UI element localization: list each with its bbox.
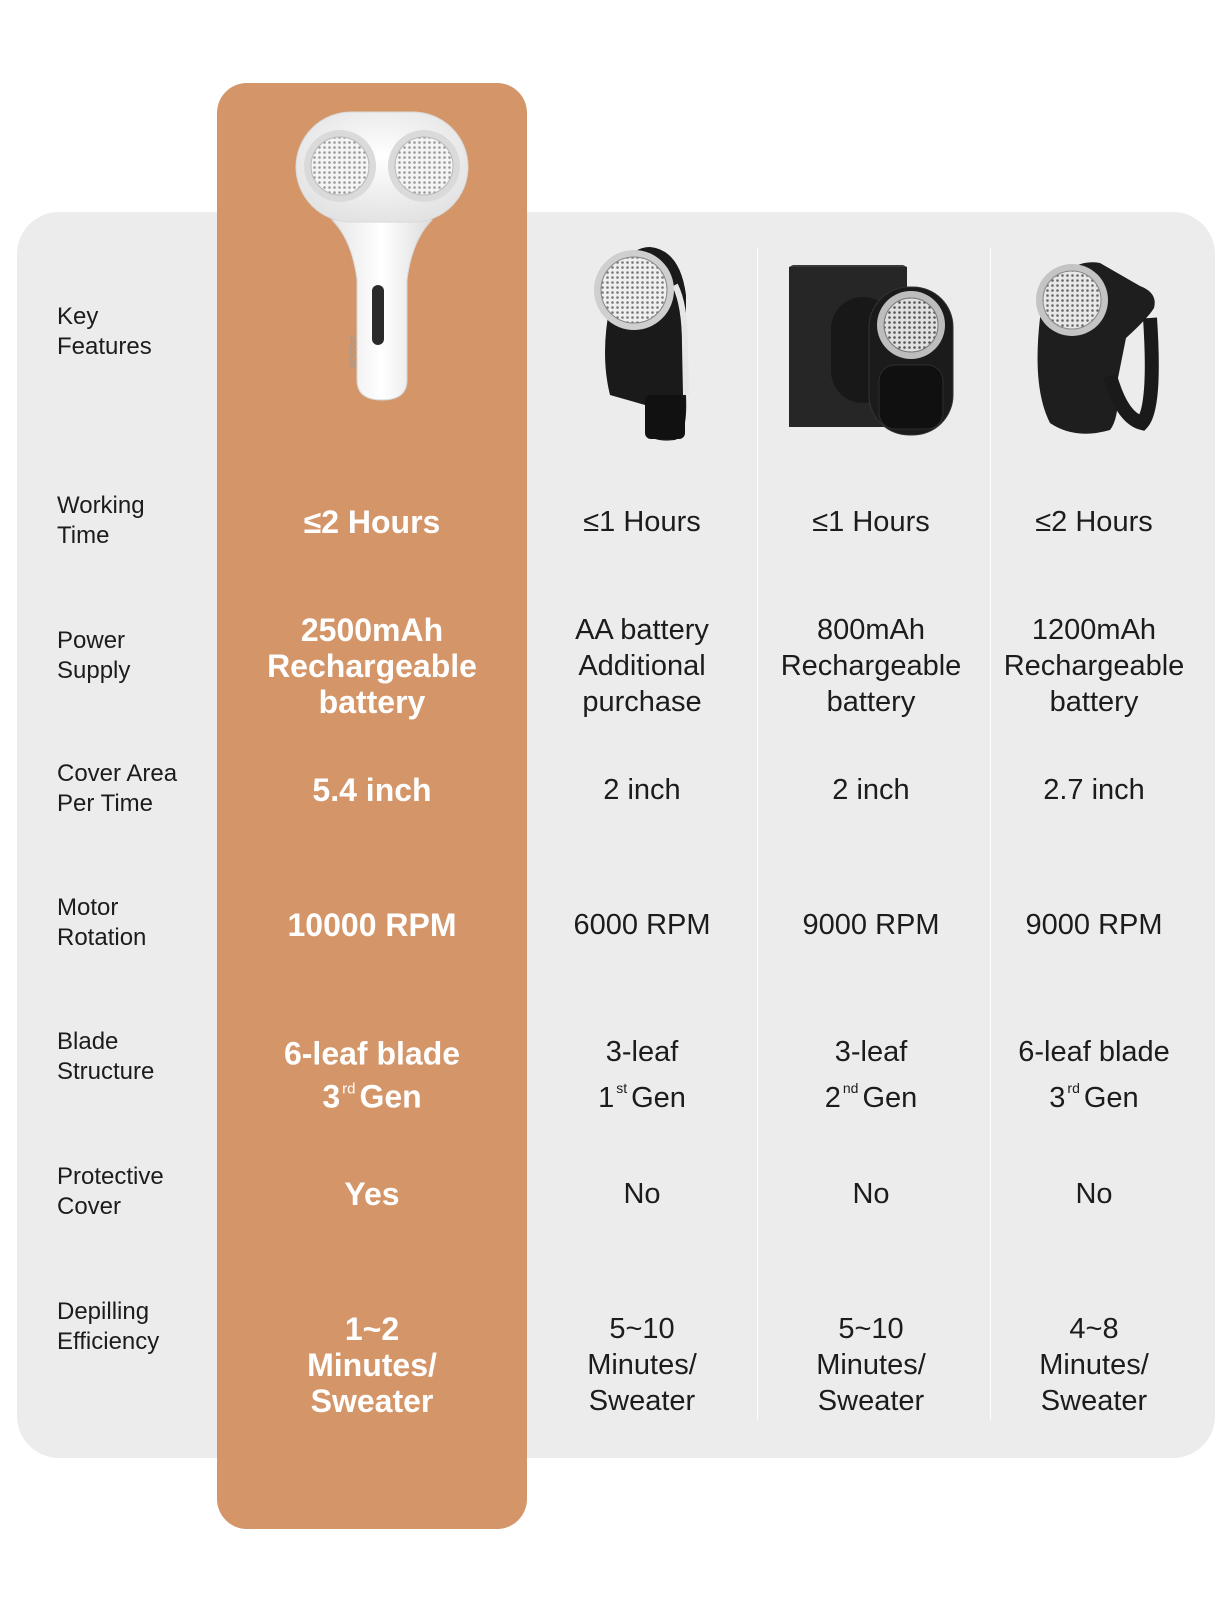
row-label-line: Cover Area <box>57 760 178 787</box>
motor-rotation-value: 9000 RPM <box>802 909 940 941</box>
working-time-value: ≤1 Hours <box>583 506 701 538</box>
power-line: AA battery <box>575 614 709 646</box>
power-line: Rechargeable <box>1003 650 1185 682</box>
blade-line: 3-leaf <box>834 1036 908 1068</box>
blade-generation-number: 3 <box>322 1078 341 1115</box>
row-label-line: Structure <box>57 1058 155 1085</box>
efficiency-line: 1~2 <box>344 1311 400 1347</box>
efficiency-line: Minutes/ <box>587 1349 697 1381</box>
featured-cover-area: 5.4 inch <box>312 772 432 808</box>
protective-cover-value: No <box>852 1178 890 1210</box>
row-label-protective-cover <box>57 1162 217 1222</box>
featured-power-supply <box>267 612 477 720</box>
row-label-line: Time <box>57 522 110 549</box>
row-label-line: Per Time <box>57 790 154 817</box>
compact-lint-shaver-with-box-image <box>787 265 957 440</box>
efficiency-line: 5~10 <box>838 1313 904 1345</box>
row-label-line: Features <box>57 333 152 360</box>
motor-rotation-value: 9000 RPM <box>1025 909 1163 941</box>
blade-gen-label: Gen <box>359 1078 422 1115</box>
cover-area-value: 2 inch <box>832 774 910 806</box>
blade-generation-number: 2 <box>824 1082 841 1114</box>
protective-cover-value: No <box>1075 1178 1113 1210</box>
row-label-cover-area <box>57 759 217 819</box>
blade-ordinal-suffix: rd <box>342 1080 356 1098</box>
row-label-line: Key <box>57 303 99 330</box>
efficiency-line: 5~10 <box>609 1313 675 1345</box>
power-line: battery <box>1049 686 1139 718</box>
row-label-line: Supply <box>57 657 131 684</box>
blade-line: 3-leaf <box>605 1036 679 1068</box>
power-line: Rechargeable <box>780 650 962 682</box>
featured-working-time: ≤2 Hours <box>303 504 441 540</box>
working-time-value: ≤1 Hours <box>812 506 930 538</box>
row-label-key-features <box>57 302 217 362</box>
featured-blade-structure <box>284 1036 460 1115</box>
blade-gen-label: Gen <box>1083 1082 1139 1114</box>
efficiency-line: Sweater <box>1040 1385 1148 1417</box>
power-line: battery <box>318 684 426 720</box>
blade-structure-value <box>825 1034 918 1116</box>
row-label-line: Motor <box>57 894 119 921</box>
blade-generation-number: 1 <box>598 1082 615 1114</box>
blade-gen-label: Gen <box>631 1082 686 1114</box>
depilling-efficiency-value <box>816 1311 926 1419</box>
featured-protective-cover: Yes <box>344 1176 400 1212</box>
efficiency-line: 4~8 <box>1069 1313 1119 1345</box>
power-supply-value <box>1004 612 1185 720</box>
efficiency-line: Minutes/ <box>816 1349 926 1381</box>
column-divider <box>757 248 758 1420</box>
blade-ordinal-suffix: st <box>616 1080 628 1096</box>
black-lint-shaver-image <box>590 245 705 445</box>
power-line: Rechargeable <box>267 648 477 684</box>
row-label-motor-rotation <box>57 893 217 953</box>
protective-cover-value: No <box>623 1178 661 1210</box>
blade-gen-label: Gen <box>862 1082 918 1114</box>
row-label-depilling-efficiency <box>57 1297 217 1357</box>
row-label-line: Rotation <box>57 924 147 951</box>
featured-depilling-efficiency <box>307 1311 437 1419</box>
efficiency-line: Minutes/ <box>1039 1349 1149 1381</box>
efficiency-line: Sweater <box>588 1385 696 1417</box>
cover-area-value: 2 inch <box>603 774 681 806</box>
power-supply-value <box>575 612 709 720</box>
efficiency-line: Sweater <box>310 1383 434 1419</box>
row-label-line: Blade <box>57 1028 119 1055</box>
blade-structure-value <box>598 1034 686 1116</box>
power-line: Additional <box>578 650 706 682</box>
depilling-efficiency-value <box>1039 1311 1149 1419</box>
blade-ordinal-suffix: nd <box>842 1080 859 1096</box>
row-label-line: Cover <box>57 1193 122 1220</box>
power-line: purchase <box>582 686 702 718</box>
blade-generation-number: 3 <box>1049 1082 1066 1114</box>
power-line: 2500mAh <box>300 612 444 648</box>
working-time-value: ≤2 Hours <box>1035 506 1153 538</box>
blade-line: 6-leaf blade <box>1018 1036 1170 1068</box>
blade-structure-value <box>1018 1034 1170 1116</box>
row-label-power-supply <box>57 626 217 686</box>
blade-ordinal-suffix: rd <box>1067 1080 1080 1096</box>
row-label-line: Protective <box>57 1163 164 1190</box>
cover-area-value: 2.7 inch <box>1043 774 1145 806</box>
power-supply-value <box>781 612 962 720</box>
white-lint-shaver-image <box>292 110 472 410</box>
product-brand-mark: VASSON <box>348 335 357 368</box>
row-label-line: Working <box>57 492 145 519</box>
blade-line: 6-leaf blade <box>283 1035 461 1072</box>
power-line: 800mAh <box>816 614 926 646</box>
efficiency-line: Minutes/ <box>307 1347 437 1383</box>
row-label-line: Efficiency <box>57 1328 160 1355</box>
depilling-efficiency-value <box>587 1311 697 1419</box>
row-label-working-time <box>57 491 217 551</box>
motor-rotation-value: 6000 RPM <box>573 909 711 941</box>
row-label-line: Depilling <box>57 1298 150 1325</box>
row-label-blade-structure <box>57 1027 217 1087</box>
power-line: battery <box>826 686 916 718</box>
efficiency-line: Sweater <box>817 1385 925 1417</box>
featured-motor-rotation: 10000 RPM <box>287 907 457 943</box>
power-line: 1200mAh <box>1031 614 1157 646</box>
black-lint-shaver-with-handle-image <box>1030 258 1160 438</box>
column-divider <box>990 248 991 1420</box>
row-label-line: Power <box>57 627 126 654</box>
